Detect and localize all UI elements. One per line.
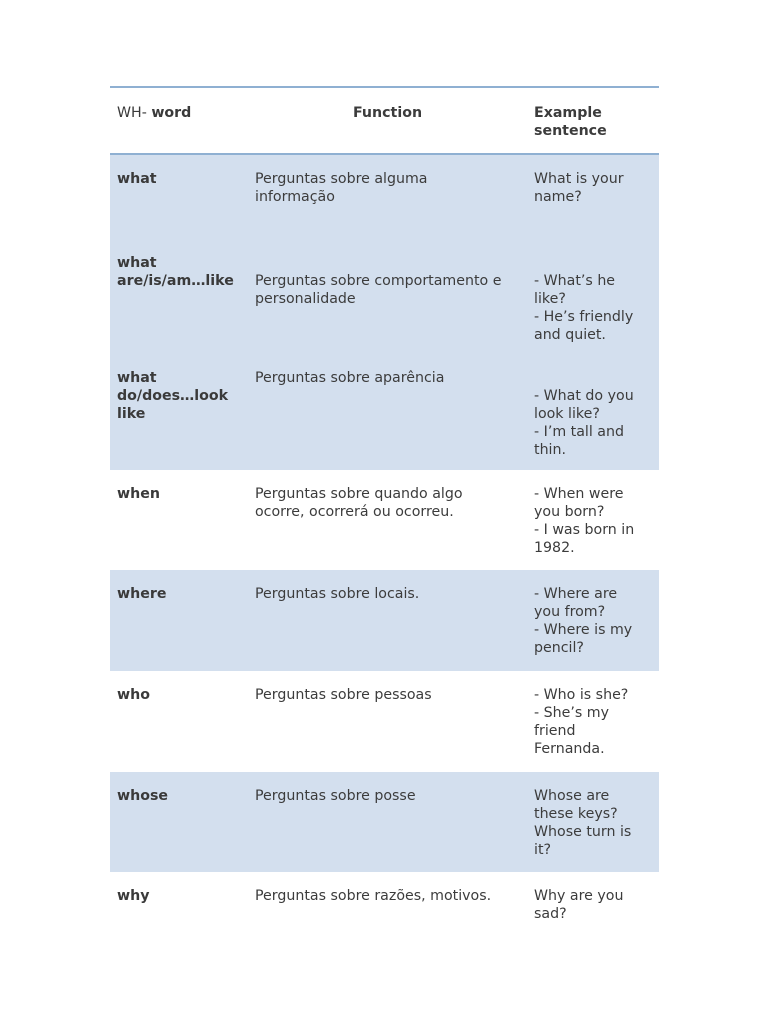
row-word: when [117, 486, 160, 502]
table-row [110, 470, 659, 570]
table-row [110, 254, 659, 369]
row-word: where [117, 586, 167, 602]
header-example-sentence: Example sentence [534, 105, 607, 139]
row-example: - What’s he like? - He’s friendly and quiet. [534, 273, 634, 343]
row-function: Perguntas sobre razões, motivos. [255, 888, 492, 904]
row-word: what [117, 171, 157, 187]
row-word: what are/is/am…like [117, 255, 234, 289]
row-example: Whose are these keys? Whose turn is it? [534, 788, 632, 858]
table-row [110, 155, 659, 254]
row-example: - Where are you from? - Where is my pencil? [534, 586, 633, 656]
row-function: Perguntas sobre aparência [255, 370, 445, 386]
row-example: - What do you look like? - I’m tall and thin. [534, 388, 634, 458]
row-word: whose [117, 788, 169, 804]
row-word: why [117, 888, 150, 904]
row-function: Perguntas sobre posse [255, 788, 416, 804]
row-example: What is your name? [534, 171, 624, 205]
header-wh-prefix: WH- [117, 105, 152, 121]
header-function: Function [352, 105, 423, 121]
table-row [110, 671, 659, 772]
row-word: what do/does…look like [117, 370, 229, 422]
table-row [110, 570, 659, 671]
table-row [110, 369, 659, 470]
row-example: - When were you born? - I was born in 1982. [534, 486, 635, 556]
row-example: - Who is she? - She’s my friend Fernanda. [534, 687, 629, 757]
table-row [110, 772, 659, 872]
row-function: Perguntas sobre quando algo ocorre, ocorrerá ou ocorreu. [255, 486, 463, 520]
row-example: Why are you sad? [534, 888, 624, 922]
row-function: Perguntas sobre locais. [255, 586, 420, 602]
header-wh-word [110, 104, 248, 153]
table-row [110, 872, 659, 938]
row-function: Perguntas sobre alguma informação [255, 171, 428, 205]
row-function: Perguntas sobre pessoas [255, 687, 432, 703]
table-header-row [110, 88, 659, 153]
row-function: Perguntas sobre comportamento e personalidade [255, 273, 502, 307]
wh-words-table [110, 86, 659, 938]
header-word-label: word [151, 105, 192, 121]
row-word: who [117, 687, 150, 703]
